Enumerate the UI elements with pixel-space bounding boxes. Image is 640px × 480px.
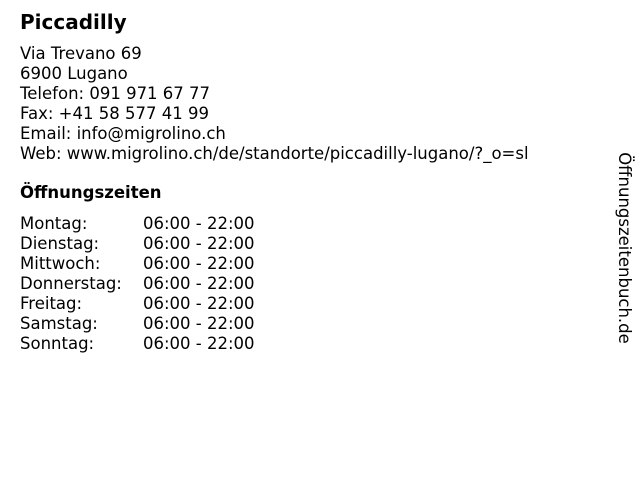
city-postal-code: 6900 Lugano <box>20 64 128 83</box>
hours-day-label: Donnerstag: <box>20 274 122 293</box>
phone-number: Telefon: 091 971 67 77 <box>20 84 211 103</box>
hours-day-label: Dienstag: <box>20 234 100 253</box>
website-url: Web: www.migrolino.ch/de/standorte/piccadilly-lugano/?_o=sl <box>20 144 529 163</box>
hours-time-value: 06:00 - 22:00 <box>143 274 255 293</box>
page-title: Piccadilly <box>20 10 127 34</box>
hours-time-value: 06:00 - 22:00 <box>143 314 255 333</box>
hours-day-label: Samstag: <box>20 314 98 333</box>
address-block <box>20 44 529 164</box>
fax-number: Fax: +41 58 577 41 99 <box>20 104 209 123</box>
hours-time-value: 06:00 - 22:00 <box>143 334 255 353</box>
hours-day-label: Mittwoch: <box>20 254 101 273</box>
hours-time-value: 06:00 - 22:00 <box>143 234 255 253</box>
hours-day-label: Sonntag: <box>20 334 95 353</box>
site-watermark: Öffnungszeitenbuch.de <box>615 152 634 344</box>
hours-day-label: Montag: <box>20 214 88 233</box>
hours-day-label: Freitag: <box>20 294 83 313</box>
opening-hours-heading: Öffnungszeiten <box>20 183 162 202</box>
hours-time-value: 06:00 - 22:00 <box>143 294 255 313</box>
hours-time-value: 06:00 - 22:00 <box>143 254 255 273</box>
street-address: Via Trevano 69 <box>20 44 142 63</box>
email-address: Email: info@migrolino.ch <box>20 124 226 143</box>
hours-time-value: 06:00 - 22:00 <box>143 214 255 233</box>
